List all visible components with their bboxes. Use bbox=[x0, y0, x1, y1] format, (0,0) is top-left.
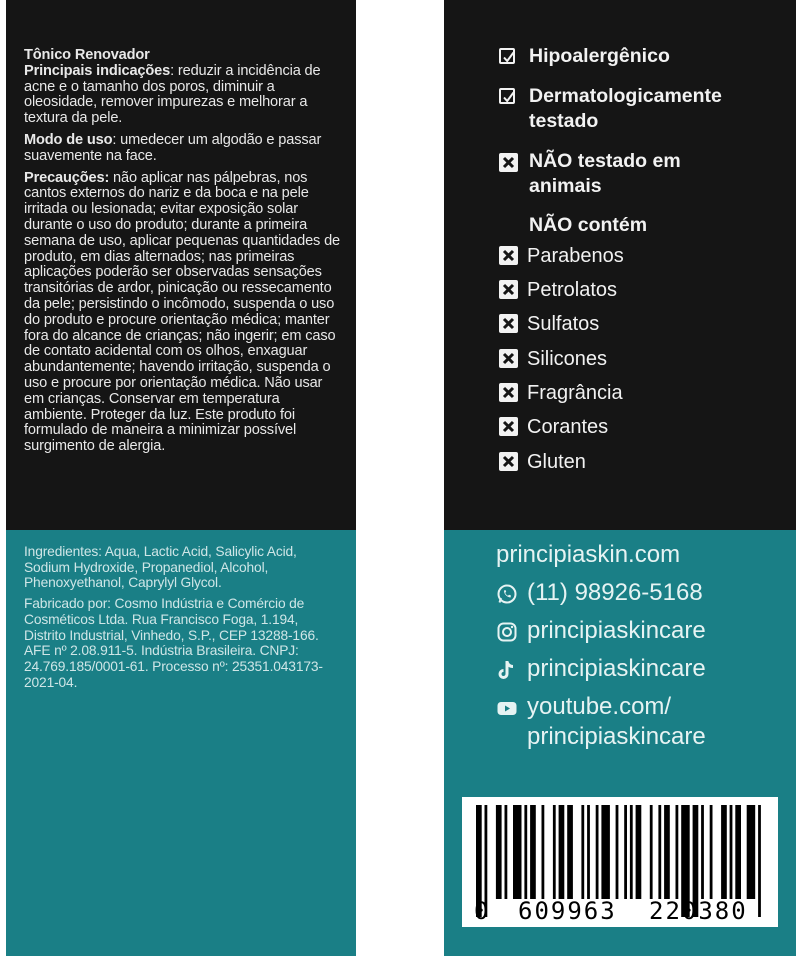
barcode-bar bbox=[596, 805, 599, 899]
not-contains-item bbox=[498, 278, 779, 303]
barcode-bar bbox=[559, 805, 565, 899]
barcode-bar bbox=[542, 805, 545, 899]
precautions-label: Precauções: bbox=[24, 169, 110, 186]
precautions-text: não aplicar nas pálpebras, nos cantos externos do nariz e da boca e na pele irritada ou lesionada; evitar exposição solar durante o uso do produto; durante a primeira semana de uso, aplicar pequenas quantidades de produto, em dias alternados; nas primeiras aplicações poderão ser observadas sensações transitórias de ardor, pinicação ou ressecamento da pele; persistindo o incômodo, suspenda o uso do produto e procure orientação médica; manter fora do alcance de crianças; não ingerir; em caso de contato acidental com os olhos, enxaguar abundantemente; havendo irritação, suspenda o uso e procure por orientação médica. Não usar em crianças. Conservar em temperatura ambiente. Proteger da luz. Este produto foi formulado de maneira a minimizar possível surgimento de alergia. bbox=[24, 169, 341, 455]
usage-label: Modo de uso bbox=[24, 131, 113, 148]
not-contains-label: Silicones bbox=[527, 347, 608, 370]
indications-text: : reduzir a incidência de acne e o tamanho dos poros, diminuir a oleosidade, remover impurezas e melhorar a textura da pele. bbox=[24, 62, 321, 127]
not-contains-label: Petrolatos bbox=[527, 278, 618, 301]
barcode-first-digit: 0 bbox=[474, 897, 491, 925]
barcode-bar bbox=[630, 805, 633, 899]
x-box-icon bbox=[499, 314, 518, 333]
youtube-url-line2: principiaskincare bbox=[527, 723, 706, 750]
manufacturer-text: Fabricado por: Cosmo Indústria e Comércio de Cosméticos Ltda. Rua Francisco Foga, 1.194, Distrito Industrial, Vinhedo, S.P., CEP 13288-166. AFE nº 2.08.911-5. Indústria Brasileira. CNPJ: 24.769.185/0001-61. Processo nº: 25351.043173-2021-04. bbox=[24, 596, 323, 690]
barcode-bar bbox=[701, 805, 704, 899]
usage-text: : umedecer um algodão e passar suavemente na face. bbox=[24, 131, 322, 164]
not-contains-item bbox=[498, 347, 779, 372]
not-contains-item bbox=[498, 244, 779, 269]
barcode bbox=[462, 797, 778, 927]
barcode-bar bbox=[735, 805, 741, 899]
claim-hypoallergenic bbox=[498, 44, 779, 70]
barcode-left-digits: 609963 bbox=[518, 897, 617, 925]
barcode-bar bbox=[553, 805, 556, 899]
x-box-icon bbox=[499, 153, 518, 172]
claim-dermatologically-tested bbox=[498, 84, 749, 135]
x-box-icon bbox=[499, 383, 518, 402]
right-package-panel bbox=[444, 0, 796, 956]
x-box-icon bbox=[499, 246, 518, 265]
tiktok-icon bbox=[496, 659, 518, 681]
barcode-bar bbox=[601, 805, 610, 899]
x-box-icon bbox=[499, 452, 518, 471]
claims-list bbox=[498, 44, 779, 484]
barcode-bar bbox=[758, 805, 761, 917]
tiktok-handle: principiaskincare bbox=[527, 655, 706, 682]
barcode-bar bbox=[513, 805, 522, 899]
not-contains-item bbox=[498, 415, 779, 440]
instagram-handle: principiaskincare bbox=[527, 617, 706, 644]
contacts-list bbox=[496, 540, 706, 760]
instagram-icon bbox=[496, 621, 518, 643]
claim-label: Dermatologicamente testado bbox=[529, 84, 722, 132]
not-contains-item bbox=[498, 381, 779, 406]
composition-text bbox=[24, 544, 342, 695]
claim-label: NÃO testado em animais bbox=[529, 149, 681, 197]
not-contains-label: Gluten bbox=[527, 450, 586, 473]
barcode-bar bbox=[676, 805, 679, 899]
barcode-bar bbox=[747, 805, 756, 899]
x-box-icon bbox=[499, 280, 518, 299]
not-contains-label: Fragrância bbox=[527, 382, 623, 405]
x-box-icon bbox=[499, 349, 518, 368]
not-contains-item bbox=[498, 450, 779, 475]
barcode-bar bbox=[505, 805, 508, 899]
ingredients-text: Ingredientes: Aqua, Lactic Acid, Salicylic Acid, Sodium Hydroxide, Propanediol, Alcohol, Phenoxyethanol, Caprylyl Glycol. bbox=[24, 544, 297, 591]
check-box-icon bbox=[499, 88, 515, 104]
whatsapp-icon bbox=[496, 583, 518, 605]
not-contains-title: NÃO contém bbox=[529, 213, 648, 236]
barcode-bar bbox=[658, 805, 661, 899]
left-package-panel bbox=[0, 0, 356, 956]
barcode-bar bbox=[730, 805, 733, 899]
claim-label: Hipoalergênico bbox=[529, 45, 670, 67]
barcode-bar bbox=[616, 805, 619, 899]
instructions-text bbox=[24, 48, 342, 461]
indications-label: Principais indicações bbox=[24, 62, 171, 79]
barcode-right-digits: 220380 bbox=[649, 897, 748, 925]
not-contains-label: Sulfatos bbox=[527, 313, 600, 336]
not-contains-label: Parabenos bbox=[527, 244, 624, 267]
not-contains-label: Corantes bbox=[527, 416, 609, 439]
tiktok-contact[interactable] bbox=[496, 654, 706, 684]
barcode-bar bbox=[624, 805, 627, 899]
barcode-bar bbox=[636, 805, 642, 899]
whatsapp-contact[interactable] bbox=[496, 578, 706, 608]
x-box-icon bbox=[499, 417, 518, 436]
barcode-bar bbox=[524, 805, 527, 899]
barcode-bar bbox=[581, 805, 584, 899]
claim-not-animal-tested bbox=[498, 149, 719, 200]
barcode-bar bbox=[664, 805, 670, 899]
whatsapp-number: (11) 98926-5168 bbox=[527, 579, 703, 606]
youtube-url-line1: youtube.com/ bbox=[527, 693, 672, 720]
instagram-contact[interactable] bbox=[496, 616, 706, 646]
not-contains-item bbox=[498, 312, 779, 337]
barcode-bar bbox=[587, 805, 590, 899]
barcode-bar bbox=[496, 805, 502, 899]
check-box-icon bbox=[499, 48, 515, 64]
website-link[interactable]: principiaskin.com bbox=[496, 541, 681, 568]
barcode-bar bbox=[710, 805, 713, 899]
barcode-bar bbox=[650, 805, 653, 899]
youtube-contact[interactable] bbox=[496, 692, 706, 752]
product-title: Tônico Renovador bbox=[24, 47, 150, 63]
barcode-bar bbox=[530, 805, 536, 899]
barcode-bar bbox=[567, 805, 573, 899]
youtube-icon bbox=[496, 697, 518, 719]
barcode-bar bbox=[721, 805, 727, 899]
